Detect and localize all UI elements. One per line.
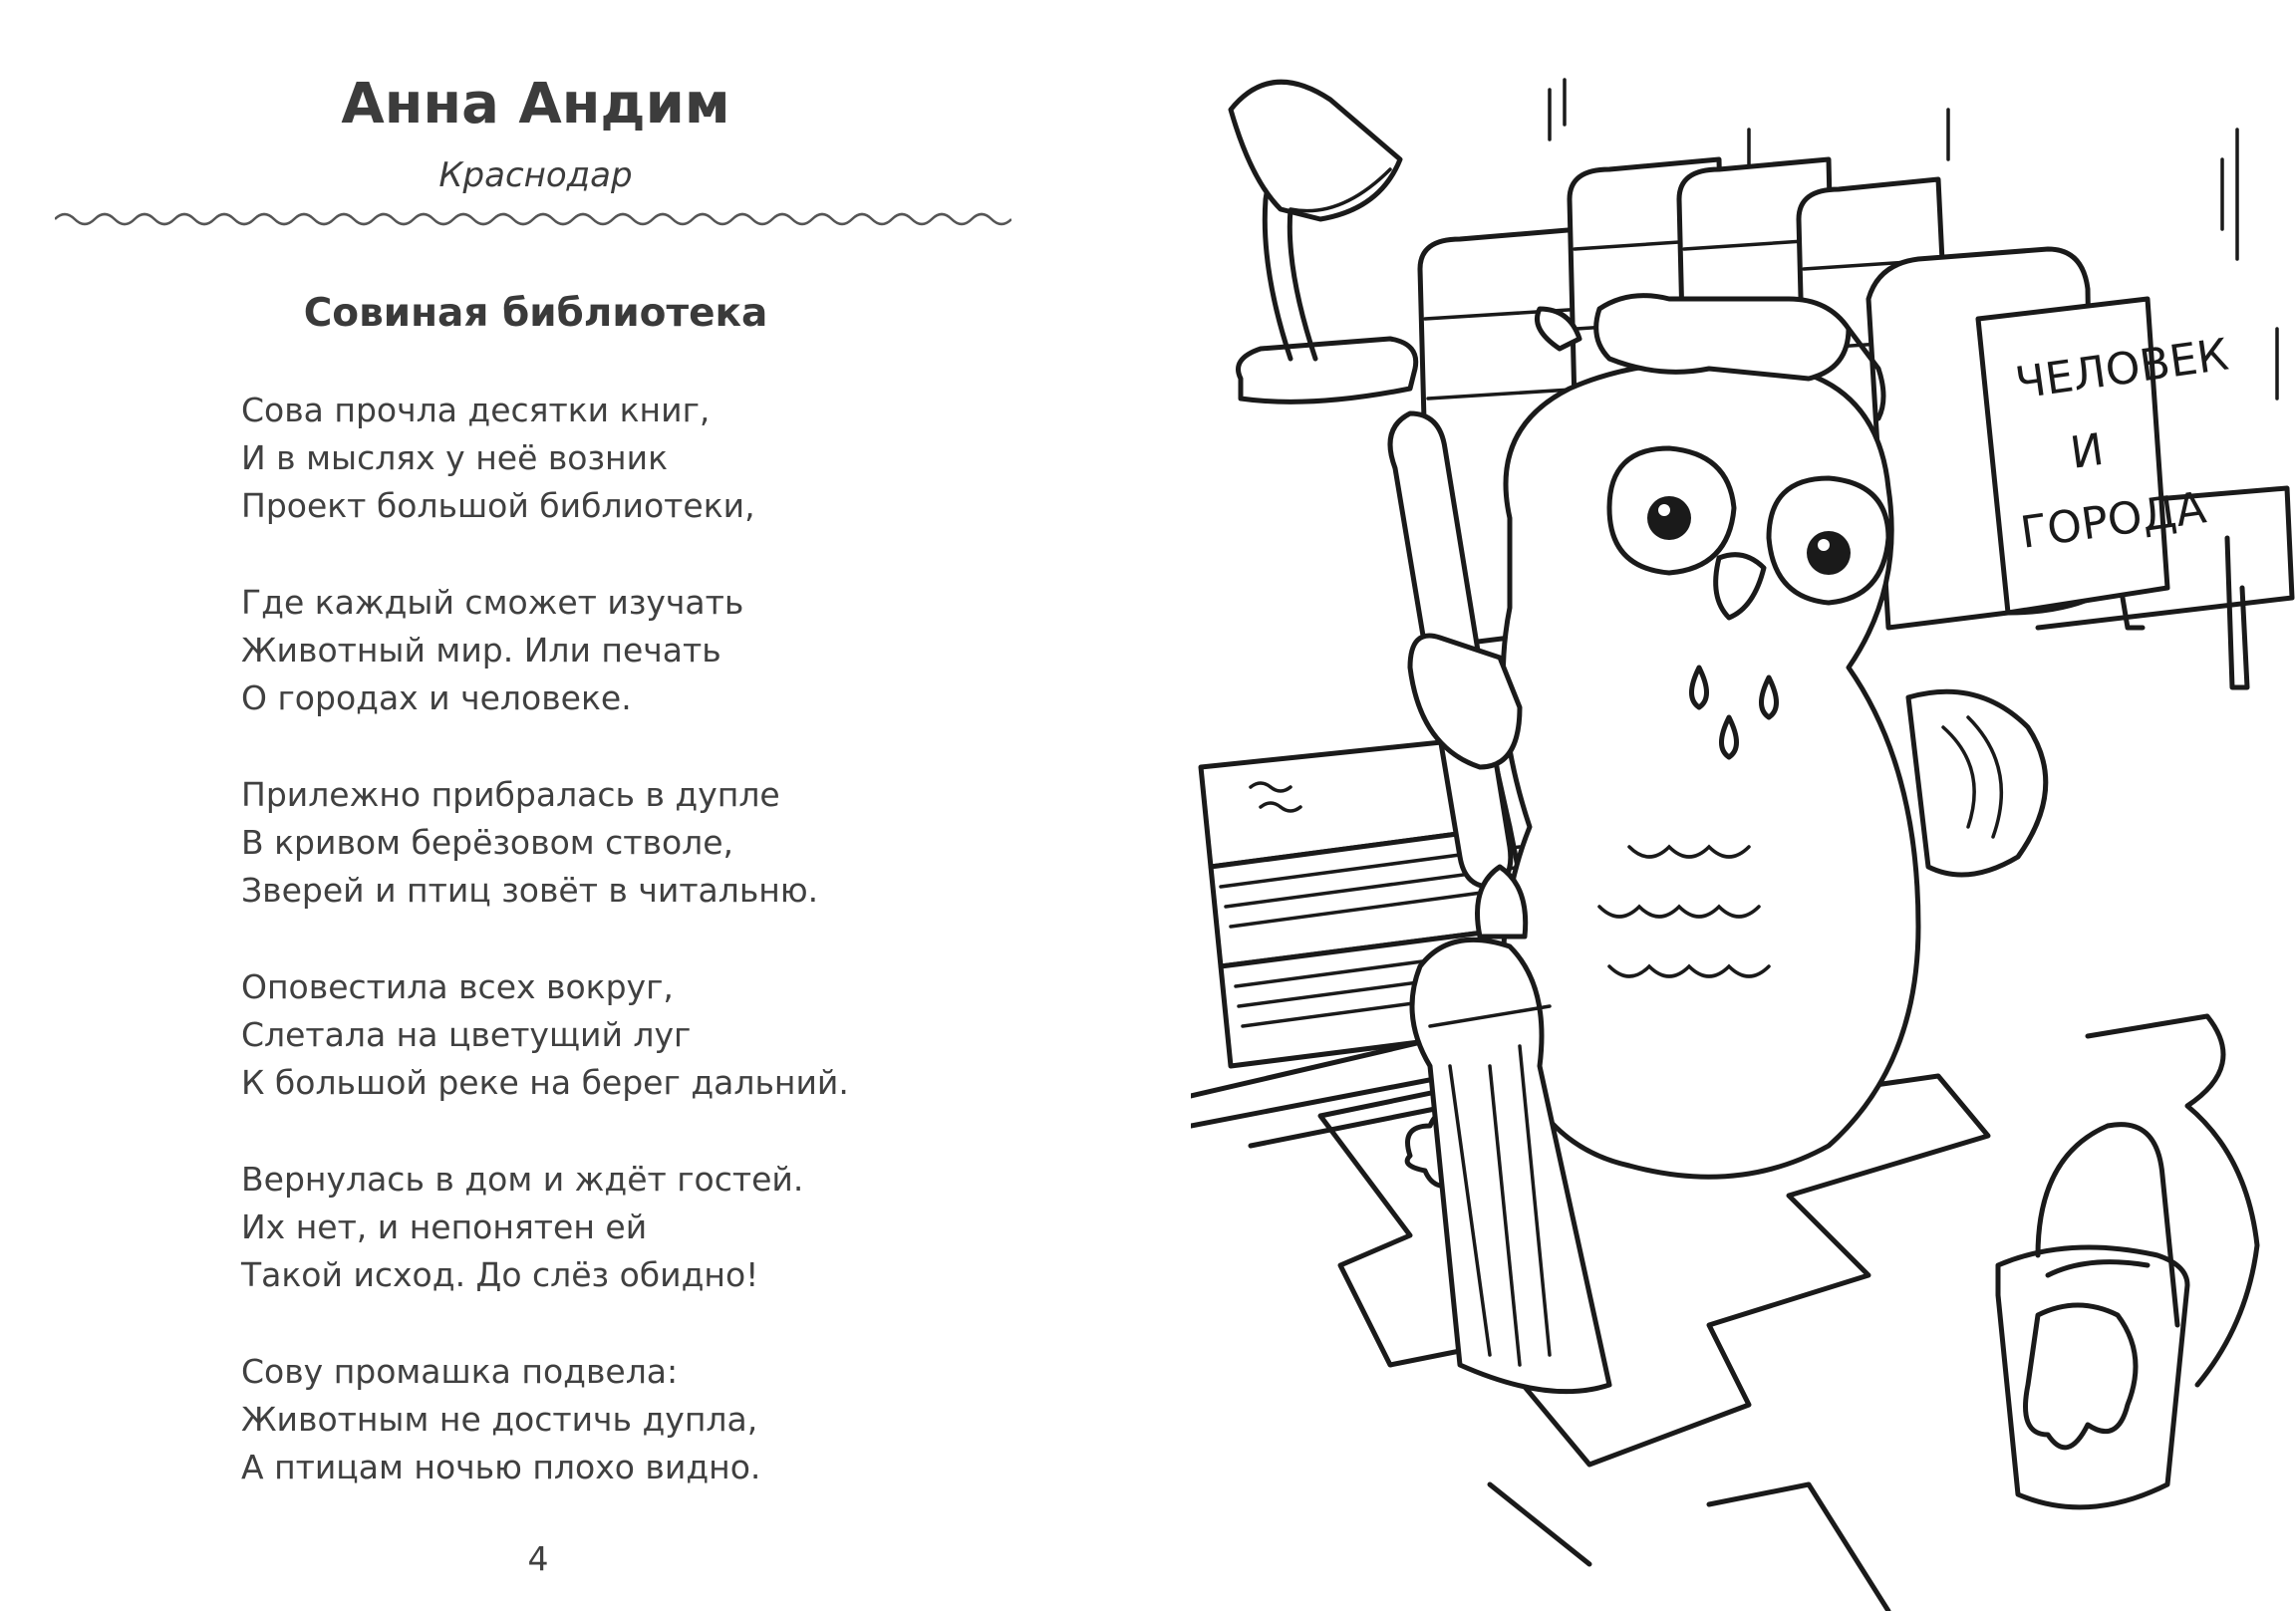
owl-library-illustration: [1191, 70, 2296, 1611]
poem-line: Сову промашка подвела:: [241, 1352, 679, 1391]
poem-line: Прилежно прибралась в дупле: [241, 775, 780, 814]
stanza: [241, 579, 1038, 722]
poem-line: Такой исход. До слёз обидно!: [241, 1255, 759, 1294]
stanza: [241, 771, 1038, 915]
poem-line: Зверей и птиц зовёт в читальню.: [241, 871, 819, 910]
poem-line: А птицам ночью плохо видно.: [241, 1448, 761, 1486]
poem-line: Проект большой библиотеки,: [241, 486, 755, 525]
stanza: [241, 963, 1038, 1107]
book-cover-title: ГОРОДА: [2017, 482, 2209, 559]
poem-line: Слетала на цветущий луг: [241, 1015, 692, 1054]
poem-line: Сова прочла десятки книг,: [241, 391, 711, 429]
poem-line: К большой реке на берег дальний.: [241, 1063, 849, 1102]
poem-line: Животный мир. Или печать: [241, 631, 721, 670]
poem-line: Животным не достичь дупла,: [241, 1400, 758, 1439]
desk-lamp: [1231, 82, 1416, 402]
stanza: [241, 1156, 1038, 1299]
poem-body: [241, 387, 1038, 1540]
poem-line: О городах и человеке.: [241, 678, 632, 717]
owl-illustration-svg: [1191, 70, 2296, 1611]
wavy-divider: [55, 204, 1011, 234]
poem-line: Где каждый сможет изучать: [241, 583, 744, 622]
poem-line: Вернулась в дом и ждёт гостей.: [241, 1160, 804, 1199]
text-page: [0, 0, 1056, 1611]
book-cover-title: ЧЕЛОВЕК: [2012, 329, 2232, 409]
stanza: [241, 1348, 1038, 1491]
stanza: [241, 387, 1038, 530]
bucket: [1998, 1125, 2187, 1507]
poem-title: Совиная библиотека: [303, 291, 768, 336]
book-cover-title: И: [2067, 423, 2108, 479]
poem-line: Их нет, и непонятен ей: [241, 1208, 648, 1246]
poem-line: Оповестила всех вокруг,: [241, 967, 674, 1006]
author-city: Краснодар: [438, 155, 633, 195]
page-number: 4: [527, 1539, 549, 1578]
poem-line: И в мыслях у неё возник: [241, 438, 669, 477]
author-name: Анна Андим: [341, 72, 730, 136]
poem-line: В кривом берёзовом стволе,: [241, 823, 734, 862]
